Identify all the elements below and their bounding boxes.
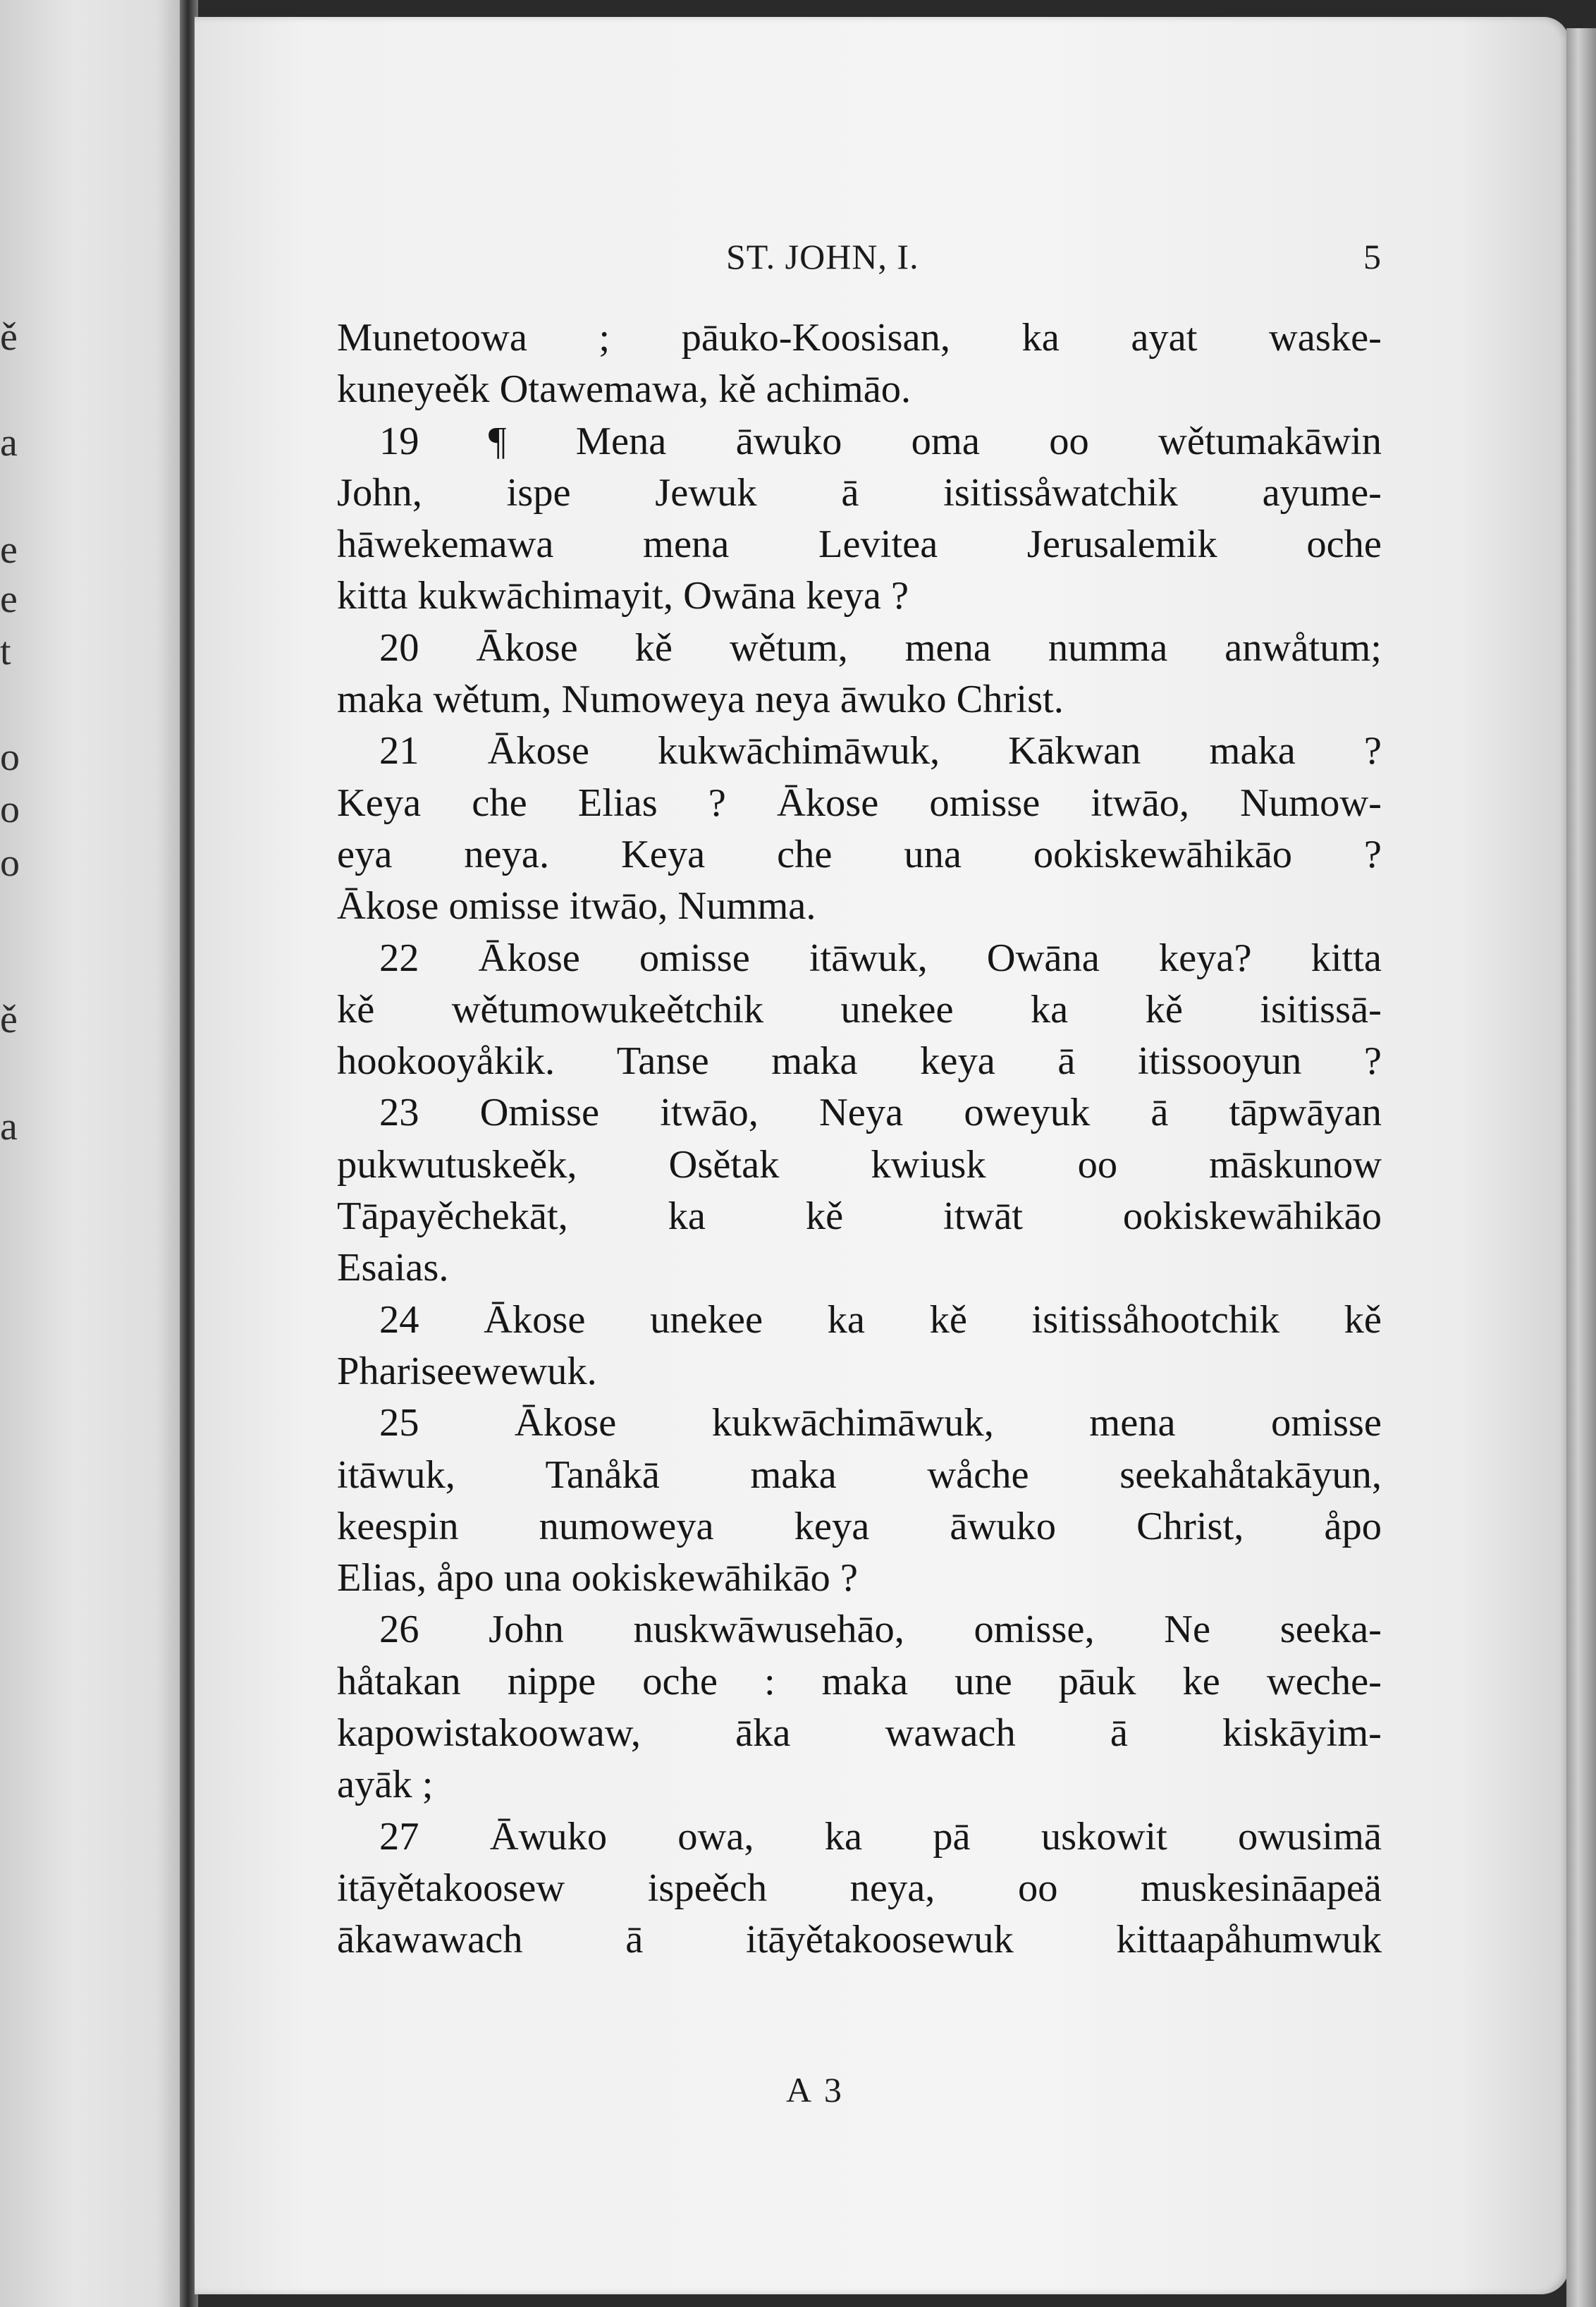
left-page-fragment: o [0, 735, 20, 779]
left-page-fragment: a [0, 1105, 18, 1149]
previous-page-edge [0, 0, 185, 2307]
verse-line: 26 John nuskwāwusehāo, omisse, Ne seeka- [379, 1608, 1382, 1652]
text-line: Ākose omisse itwāo, Numma. [337, 884, 816, 929]
text-line: Elias, åpo una ookiskewāhikāo ? [337, 1556, 858, 1601]
text-line: håtakan nippe oche : maka une pāuk ke weche- [337, 1659, 1382, 1703]
verse-line: 25 Ākose kukwāchimāwuk, mena omisse [379, 1401, 1382, 1445]
signature-mark: A 3 [786, 2070, 845, 2110]
page-stack-edge [1566, 28, 1596, 2307]
verse-line: 24 Ākose unekee ka kě isitissåhootchik kě [379, 1297, 1382, 1342]
text-line: hookooyåkik. Tanse maka keya ā itissooyun ? [337, 1039, 1382, 1084]
text-line: pukwutuskeěk, Osětak kwiusk oo māskunow [337, 1142, 1382, 1187]
text-line: itāwuk, Tanåkā maka wåche seekahåtakāyun, [337, 1452, 1382, 1497]
page-number: 5 [1363, 237, 1382, 276]
left-page-fragment: ě [0, 998, 18, 1041]
text-line: kuneyeěk Otawemawa, kě achimāo. [337, 367, 911, 412]
text-line: kitta kukwāchimayit, Owāna keya ? [337, 574, 909, 618]
text-line: Munetoowa ; pāuko-Koosisan, ka ayat waske- [337, 316, 1382, 360]
text-line: keespin numoweya keya āwuko Christ, åpo [337, 1504, 1382, 1548]
text-line: Keya che Elias ? Ākose omisse itwāo, Numow- [337, 781, 1382, 825]
left-page-fragment: e [0, 528, 18, 572]
left-page-fragment: o [0, 841, 20, 885]
left-page-fragment: t [0, 630, 11, 673]
text-line: maka wětum, Numoweya neya āwuko Christ. [337, 678, 1064, 722]
text-line: ayāk ; [337, 1763, 434, 1807]
left-page-fragment: ě [0, 315, 18, 359]
left-page-fragment: o [0, 788, 20, 831]
left-page-fragment: e [0, 577, 18, 621]
text-line: kě wětumowukeětchik unekee ka kě isitissā- [337, 987, 1382, 1032]
running-head: ST. JOHN, I. [726, 237, 919, 276]
body-text [337, 312, 1382, 1966]
left-page-fragment: a [0, 421, 18, 465]
page-header [726, 236, 1382, 276]
text-line: itāyětakoosew ispeěch neya, oo muskesināapeä [337, 1866, 1382, 1910]
verse-line: 20 Ākose kě wětum, mena numma anwåtum; [379, 625, 1382, 670]
text-line: ākawawach ā itāyětakoosewuk kittaapåhumwuk [337, 1918, 1382, 1962]
text-line: John, ispe Jewuk ā isitissåwatchik ayume- [337, 470, 1382, 515]
verse-line: 23 Omisse itwāo, Neya oweyuk ā tāpwāyan [379, 1091, 1382, 1135]
text-line: Phariseewewuk. [337, 1349, 597, 1393]
text-line: kapowistakoowaw, āka wawach ā kiskāyim- [337, 1711, 1382, 1756]
verse-line: 27 Āwuko owa, ka pā uskowit owusimā [379, 1814, 1382, 1859]
text-line: eya neya. Keya che una ookiskewāhikāo ? [337, 832, 1382, 876]
verse-line: 19 ¶ Mena āwuko oma oo wětumakāwin [379, 419, 1382, 463]
text-line: Tāpayěchekāt, ka kě itwāt ookiskewāhikāo [337, 1194, 1382, 1239]
text-line: Esaias. [337, 1246, 449, 1290]
verse-line: 21 Ākose kukwāchimāwuk, Kākwan maka ? [379, 729, 1382, 773]
text-line: hāwekemawa mena Levitea Jerusalemik oche [337, 522, 1382, 567]
verse-line: 22 Ākose omisse itāwuk, Owāna keya? kitta [379, 936, 1382, 980]
